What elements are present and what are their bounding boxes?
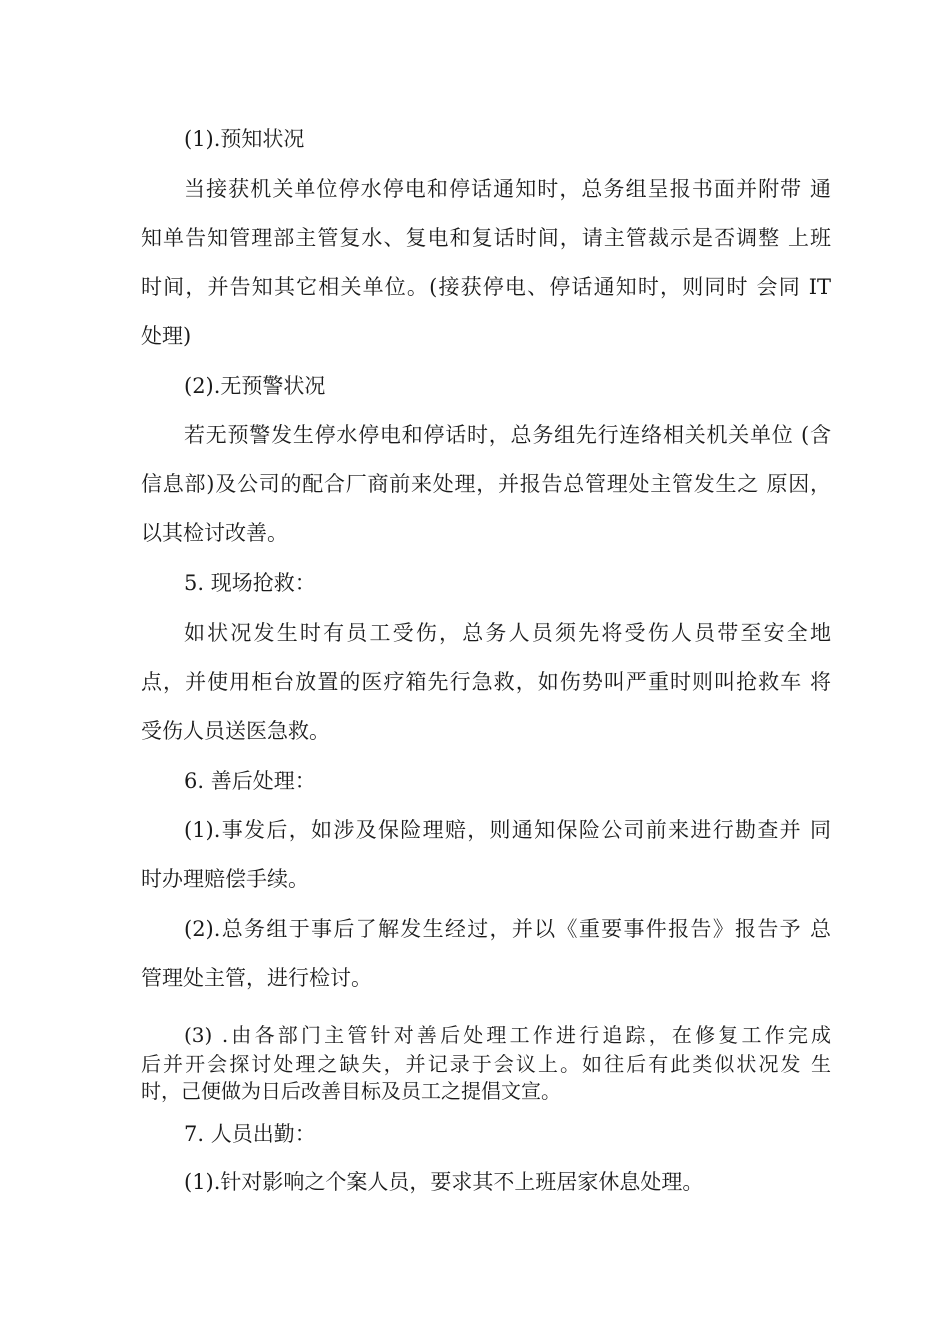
paragraph-line: 知单告知管理部主管复水、复电和复话时间，请主管裁示是否调整 上班 (141, 226, 831, 250)
paragraph-line: 信息部)及公司的配合厂商前来处理，并报告总管理处主管发生之 原因， (141, 472, 831, 496)
section-heading-predicted: (1).预知状况 (184, 127, 305, 151)
paragraph-line: 处理) (141, 324, 192, 348)
paragraph-line: (1).针对影响之个案人员，要求其不上班居家休息处理。 (184, 1170, 704, 1194)
section-heading-unwarned: (2).无预警状况 (184, 374, 326, 398)
paragraph-line: 后并开会探讨处理之缺失，并记录于会议上。如往后有此类似状况发 生 (141, 1052, 831, 1076)
paragraph-line: 点，并使用柜台放置的医疗箱先行急救，如伤势叫严重时则叫抢救车 将 (141, 670, 831, 694)
paragraph-line: (3) .由各部门主管针对善后处理工作进行追踪，在修复工作完成 (184, 1023, 831, 1047)
section-heading-attendance: 7. 人员出勤： (184, 1122, 316, 1146)
paragraph-line: (2).总务组于事后了解发生经过，并以《重要事件报告》报告予 总 (184, 917, 831, 941)
paragraph-line: 若无预警发生停水停电和停话时，总务组先行连络相关机关单位 (含 (184, 423, 831, 447)
paragraph-line: 如状况发生时有员工受伤，总务人员须先将受伤人员带至安全地 (184, 621, 831, 645)
paragraph-line: (1).事发后，如涉及保险理赔，则通知保险公司前来进行勘查并 同 (184, 818, 831, 842)
paragraph-line: 时间，并告知其它相关单位。(接获停电、停话通知时，则同时 会同 IT (141, 275, 831, 299)
paragraph-line: 受伤人员送医急救。 (141, 719, 330, 743)
section-heading-rescue: 5. 现场抢救： (184, 571, 316, 595)
paragraph-line: 以其检讨改善。 (141, 521, 288, 545)
paragraph-line: 当接获机关单位停水停电和停话通知时，总务组呈报书面并附带 通 (184, 177, 831, 201)
paragraph-line: 管理处主管，进行检讨。 (141, 966, 372, 990)
section-heading-aftermath: 6. 善后处理： (184, 769, 316, 793)
paragraph-line: 时办理赔偿手续。 (141, 867, 309, 891)
paragraph-line: 时，己便做为日后改善目标及员工之提倡文宣。 (141, 1079, 561, 1103)
